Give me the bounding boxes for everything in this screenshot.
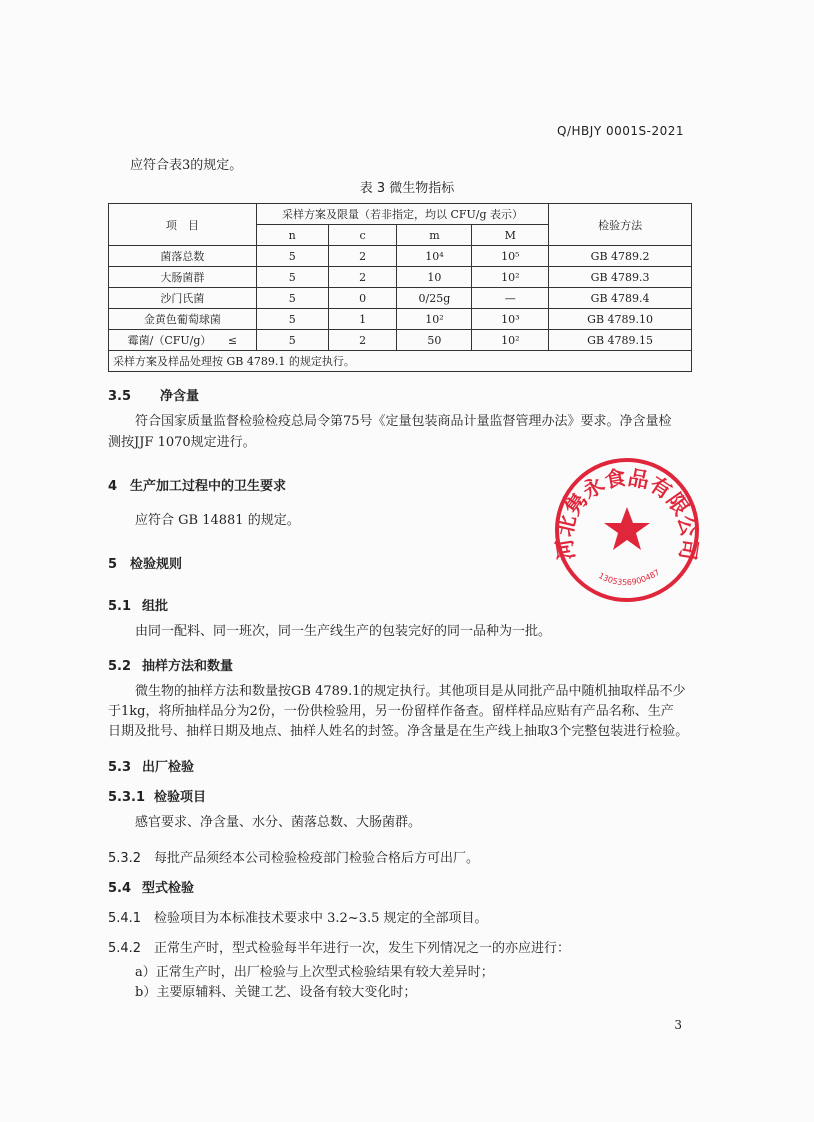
header-method: 检验方法	[549, 204, 692, 246]
section-number: 5.4	[108, 881, 132, 896]
cell-item: 菌落总数	[109, 246, 257, 267]
section-title: 生产加工过程中的卫生要求	[130, 479, 287, 494]
cell-method: GB 4789.4	[549, 288, 692, 309]
section-number: 5.3	[108, 760, 132, 775]
table-note: 采样方案及样品处理按 GB 4789.1 的规定执行。	[109, 351, 692, 372]
section-number: 5.2	[108, 659, 132, 674]
header-m-upper: M	[472, 225, 549, 246]
cell-n: 5	[256, 267, 328, 288]
section-number: 3.5	[108, 389, 132, 404]
section-text: 每批产品须经本公司检验检疫部门检验合格后方可出厂。	[154, 851, 480, 866]
seal-number: 1305356900487	[597, 567, 662, 588]
section-4-text: 应符合 GB 14881 的规定。	[135, 513, 300, 528]
section-number: 5.4.1	[108, 911, 142, 926]
cell-m: 0/25g	[397, 288, 472, 309]
header-c: c	[328, 225, 397, 246]
cell-item: 大肠菌群	[109, 267, 257, 288]
cell-M: 10³	[472, 309, 549, 330]
cell-item: 金黄色葡萄球菌	[109, 309, 257, 330]
table-row	[109, 309, 692, 330]
section-title: 净含量	[160, 389, 200, 404]
table-row	[109, 246, 692, 267]
section-5-4-2	[108, 937, 570, 956]
cell-c: 2	[328, 246, 397, 267]
cell-n: 5	[256, 330, 328, 351]
cell-n: 5	[256, 246, 328, 267]
cell-c: 2	[328, 330, 397, 351]
cell-item: 霉菌/（CFU/g） ≤	[109, 330, 257, 351]
table-row	[109, 330, 692, 351]
cell-item: 沙门氏菌	[109, 288, 257, 309]
cell-M: —	[472, 288, 549, 309]
cell-M: 10²	[472, 267, 549, 288]
seal-text: 河北隽永食品有限公司	[552, 465, 702, 562]
section-number: 5.4.2	[108, 941, 142, 956]
section-text: 检验项目为本标准技术要求中 3.2~3.5 规定的全部项目。	[154, 911, 488, 926]
cell-n: 5	[256, 288, 328, 309]
section-5-3-heading	[108, 756, 194, 775]
section-title: 组批	[142, 599, 169, 614]
cell-c: 1	[328, 309, 397, 330]
cell-M: 10⁵	[472, 246, 549, 267]
cell-c: 2	[328, 267, 397, 288]
section-5-2-heading	[108, 655, 233, 674]
section-number: 5.3.1	[108, 790, 146, 805]
table-caption: 表 3 微生物指标	[359, 181, 455, 196]
section-title: 检验规则	[130, 557, 183, 572]
cell-method: GB 4789.3	[549, 267, 692, 288]
section-5-3-1-text: 感官要求、净含量、水分、菌落总数、大肠菌群。	[135, 815, 422, 830]
page-number: 3	[674, 1018, 682, 1032]
section-5-3-2	[108, 847, 479, 866]
cell-m: 10	[397, 267, 472, 288]
section-5-2-line1: 微生物的抽样方法和数量按GB 4789.1的规定执行。其他项目是从同批产品中随机抽取样品不少	[135, 684, 686, 699]
cell-method: GB 4789.2	[549, 246, 692, 267]
company-seal	[552, 455, 702, 609]
section-5-1-text: 由同一配料、同一班次，同一生产线生产的包装完好的同一品种为一批。	[135, 624, 552, 639]
section-number: 4	[108, 479, 118, 494]
cell-method: GB 4789.10	[549, 309, 692, 330]
section-3-5-heading	[108, 385, 199, 404]
standard-code: Q/HBJY 0001S-2021	[557, 124, 684, 138]
section-4-heading	[108, 475, 286, 494]
section-title: 型式检验	[142, 881, 195, 896]
section-number: 5	[108, 557, 118, 572]
section-text: 正常生产时，型式检验每半年进行一次，发生下列情况之一的亦应进行：	[154, 941, 571, 956]
header-m-lower: m	[397, 225, 472, 246]
cell-m: 10⁴	[397, 246, 472, 267]
intro-text: 应符合表3的规定。	[130, 158, 243, 173]
section-title: 抽样方法和数量	[142, 659, 234, 674]
list-item-a: a）正常生产时，出厂检验与上次型式检验结果有较大差异时；	[135, 965, 494, 980]
list-item-b: b）主要原辅料、关键工艺、设备有较大变化时；	[135, 985, 417, 1000]
section-5-3-1-heading	[108, 786, 206, 805]
cell-m: 10²	[397, 309, 472, 330]
table-row	[109, 267, 692, 288]
section-3-5-line2: 测按JJF 1070规定进行。	[108, 435, 256, 450]
header-item: 项 目	[109, 204, 257, 246]
cell-M: 10²	[472, 330, 549, 351]
section-5-4-heading	[108, 877, 194, 896]
table-row	[109, 288, 692, 309]
section-number: 5.3.2	[108, 851, 142, 866]
cell-m: 50	[397, 330, 472, 351]
header-n: n	[256, 225, 328, 246]
cell-c: 0	[328, 288, 397, 309]
cell-n: 5	[256, 309, 328, 330]
section-5-2-line3: 日期及批号、抽样日期及地点、抽样人姓名的封签。净含量是在生产线上抽取3个完整包装进行检验。	[108, 724, 689, 739]
section-5-1-heading	[108, 595, 168, 614]
section-number: 5.1	[108, 599, 132, 614]
section-5-2-line2: 于1kg，将所抽样品分为2份，一份供检验用，另一份留样作备查。留样样品应贴有产品名称、生产	[108, 704, 674, 719]
microbial-table	[108, 203, 692, 372]
section-5-heading	[108, 553, 182, 572]
star-icon	[604, 507, 650, 550]
header-plan: 采样方案及限量（若非指定，均以 CFU/g 表示）	[256, 204, 548, 225]
seal-graphic	[552, 455, 702, 605]
section-5-4-1	[108, 907, 488, 926]
cell-method: GB 4789.15	[549, 330, 692, 351]
section-title: 检验项目	[154, 790, 207, 805]
section-3-5-line1: 符合国家质量监督检验检疫总局令第75号《定量包装商品计量监督管理办法》要求。净含量检	[135, 414, 672, 429]
section-title: 出厂检验	[142, 760, 195, 775]
